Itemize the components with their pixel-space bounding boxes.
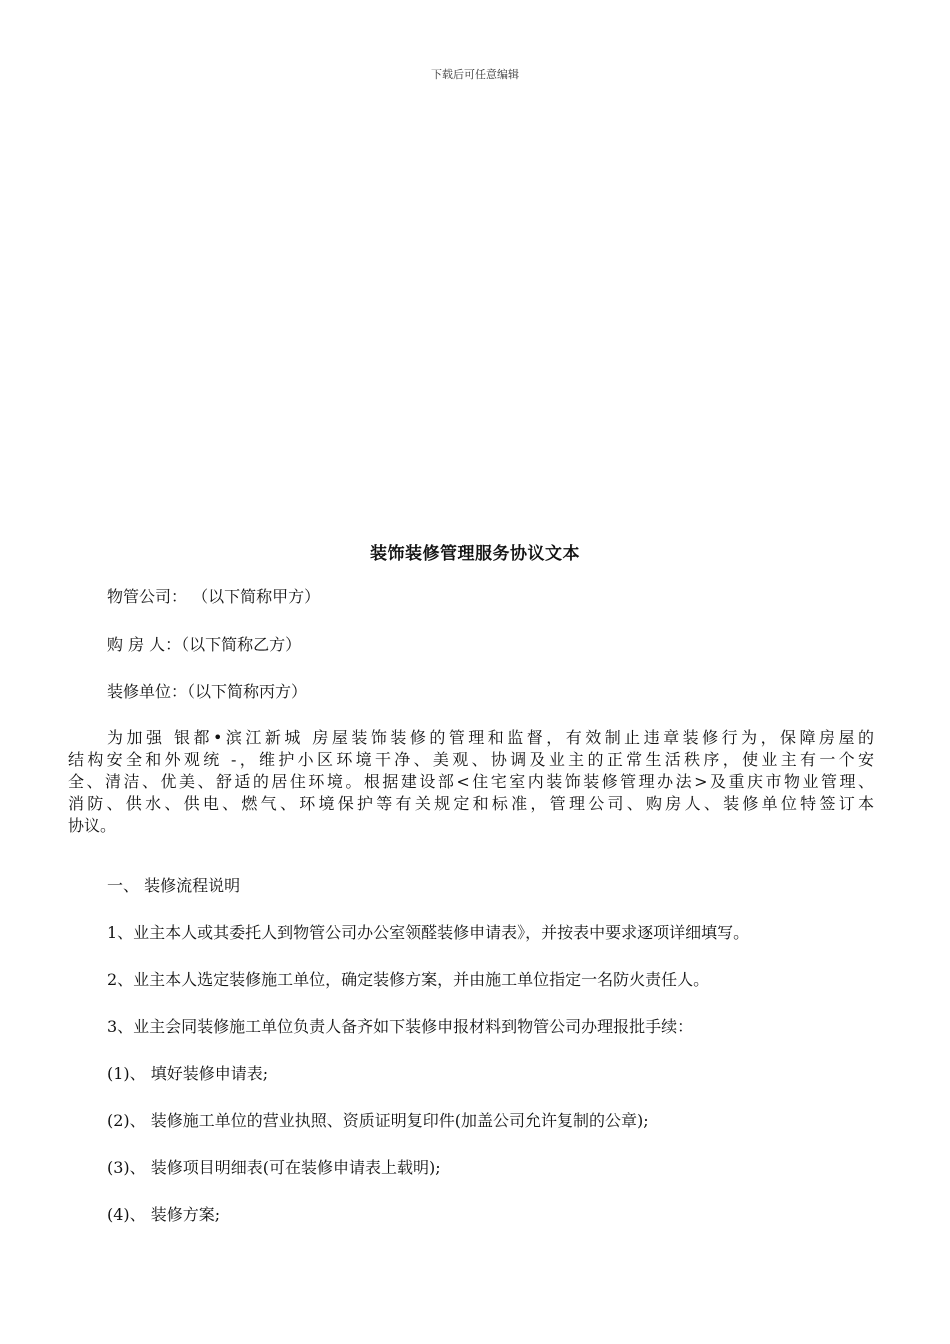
step-item: 2、业主本人选定装修施工单位，确定装修方案，并由施工单位指定一名防火责任人。 [107, 970, 710, 989]
party-buyer: 购 房 人：（以下简称乙方） [107, 635, 302, 654]
material-item: (4)、 装修方案; [107, 1205, 221, 1224]
step-item: 1、业主本人或其委托人到物管公司办公室领醛装修申请表》，并按表中要求逐项详细填写。 [107, 923, 750, 942]
material-item: (2)、 装修施工单位的营业执照、资质证明复印件(加盖公司允许复制的公章); [107, 1111, 649, 1130]
intro-line: 结构安全和外观统 -，维护小区环境干净、美观、协调及业主的正常生活秩序，使业主有一个安 [68, 750, 874, 769]
intro-line: 协议。 [68, 816, 117, 835]
intro-line: 消防、供水、供电、燃气、环境保护等有关规定和标准，管理公司、购房人、装修单位特签订本 [68, 794, 874, 813]
party-decorator: 装修单位：（以下简称丙方） [107, 682, 308, 701]
party-property-company: 物管公司： （以下简称甲方） [107, 587, 321, 606]
intro-paragraph [68, 727, 874, 837]
step-item: 3、业主会同装修施工单位负责人备齐如下装修申报材料到物管公司办理报批手续： [107, 1017, 694, 1036]
intro-line: 为加强 银都•滨江新城 房屋装饰装修的管理和监督，有效制止违章装修行为，保障房屋的 [107, 728, 874, 747]
page-header-note: 下载后可任意编辑 [431, 68, 519, 81]
material-item: (3)、 装修项目明细表(可在装修申请表上载明); [107, 1158, 441, 1177]
section-heading: 一、 装修流程说明 [107, 876, 241, 895]
document-title: 装饰装修管理服务协议文本 [370, 544, 580, 564]
intro-line: 全、清洁、优美、舒适的居住环境。根据建设部<住宅室内装饰装修管理办法>及重庆市物业管理、 [68, 772, 874, 791]
material-item: (1)、 填好装修申请表; [107, 1064, 269, 1083]
